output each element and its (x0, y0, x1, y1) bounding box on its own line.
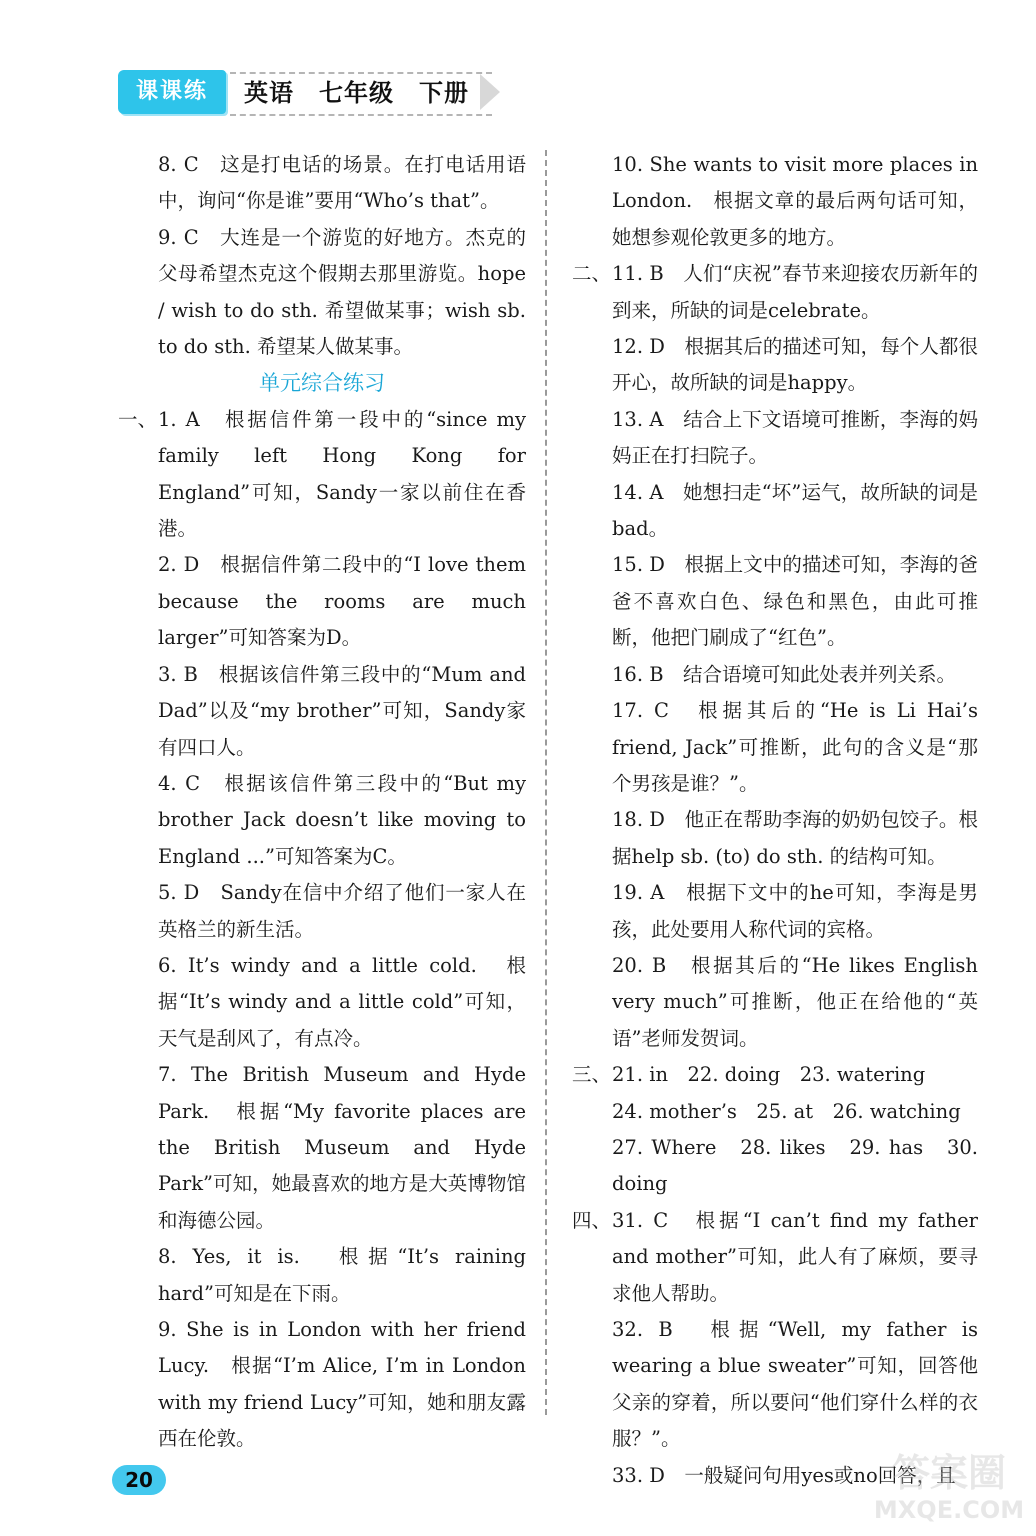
answer-item: 9. She is in London with her friend Lucy. 根据“I’m Alice, I’m in London with my friend Lucy”可知，她和朋友露西在伦敦。 (158, 1318, 526, 1451)
answer-item: 2. D 根据信件第二段中的“I love them because the rooms are much larger”可知答案为D。 (158, 553, 526, 650)
answer-item: 4. C 根据该信件第三段中的“But my brother Jack doesn’t like moving to England ...”可知答案为C。 (158, 771, 526, 868)
series-badge: 课课练 (118, 70, 226, 114)
answer-item: 12. D 根据其后的描述可知，每个人都很开心，故所缺的词是happy。 (612, 335, 978, 395)
answer-item: 10. She wants to visit more places in London. 根据文章的最后两句话可知，她想参观伦敦更多的地方。 (612, 153, 978, 249)
svg-text:MXQE.COM: MXQE.COM (874, 1496, 1024, 1524)
left-column (118, 147, 526, 1458)
answer-item: 二、 11. B 人们“庆祝”春节来迎接农历新年的到来，所缺的词是celebrate。 (572, 256, 978, 329)
answer-item: 18. D 他正在帮助李海的奶奶包饺子。根据help sb. (to) do sth. 的结构可知。 (612, 808, 978, 868)
answer-item: 16. B 结合语境可知此处表并列关系。 (612, 662, 957, 686)
answer-item: 20. B 根据其后的“He likes English very much”可推断，他正在给他的“英语”老师发贺词。 (612, 953, 978, 1050)
answer-item: 5. D Sandy在信中介绍了他们一家人在英格兰的新生活。 (158, 881, 526, 941)
page-header (118, 70, 518, 116)
column-divider (545, 150, 547, 1415)
right-column (572, 147, 978, 1494)
answer-item: 24. mother’s 25. at 26. watching (612, 1099, 961, 1123)
answer-item: 6. It’s windy and a little cold. 根据“It’s windy and a little cold”可知，天气是刮风了，有点冷。 (158, 953, 526, 1050)
answer-item: 7. The British Museum and Hyde Park. 根据“My favorite places are the British Museum and Hyde Park”可知，她最喜欢的地方是大英博物馆和海德公园。 (158, 1063, 526, 1232)
answer-item: 四、 31. C 根据“I can’t find my father and mother”可知，此人有了麻烦，要寻求他人帮助。 (572, 1203, 978, 1312)
answer-item: 3. B 根据该信件第三段中的“Mum and Dad”以及“my brother”可知，Sandy家有四口人。 (158, 662, 526, 759)
page-number: 20 (112, 1465, 166, 1495)
answer-item: 15. D 根据上文中的描述可知，李海的爸爸不喜欢白色、绿色和黑色，由此可推断，他把门刷成了“红色”。 (612, 553, 978, 650)
section-mark: 四、 (572, 1208, 612, 1232)
section-mark: 一、 (118, 407, 158, 431)
answer-item: 9. C 大连是一个游览的好地方。杰克的父母希望杰克这个假期去那里游览。hope / wish to do sth. 希望做某事；wish sb. to do sth. 希望某人做某事。 (158, 225, 526, 359)
answer-item: 三、 21. in 22. doing 23. watering (572, 1057, 978, 1093)
answer-item: 13. A 结合上下文语境可推断，李海的妈妈正在打扫院子。 (612, 407, 978, 468)
answer-item: 27. Where 28. likes 29. has 30. doing (612, 1135, 978, 1196)
answer-item: 32. B 根据“Well, my father is wearing a blue sweater”可知，回答他父亲的穿着，所以要问“他们穿什么样的衣服？”。 (612, 1318, 978, 1451)
section-title: 单元综合练习 (259, 371, 385, 396)
answer-item: 19. A 根据下文中的he可知，李海是男孩，此处要用人称代词的宾格。 (612, 881, 978, 941)
section-mark: 三、 (572, 1063, 612, 1087)
section-mark: 二、 (572, 262, 612, 286)
answer-item: 33. D 一般疑问句用yes或no回答，且 (612, 1463, 956, 1487)
answer-item: 8. C 这是打电话的场景。在打电话用语中，询问“你是谁”要用“Who’s that”。 (158, 153, 526, 213)
answer-item: 14. A 她想扫走“坏”运气，故所缺的词是bad。 (612, 480, 978, 541)
answer-item: 8. Yes, it is. 根据“It’s raining hard”可知是在下雨。 (158, 1245, 526, 1305)
book-title: 英语 七年级 下册 (244, 79, 469, 107)
watermark-logo (874, 1438, 1024, 1528)
svg-text:答案圈: 答案圈 (891, 1451, 1007, 1495)
title-arrow-icon (480, 74, 500, 110)
answer-item: 17. C 根据其后的“He is Li Hai’s friend, Jack”可推断，此句的含义是“那个男孩是谁？”。 (612, 699, 978, 795)
answer-item: 一、 1. A 根据信件第一段中的“since my family left Hong Kong for England”可知，Sandy一家以前住在香港。 (118, 402, 526, 548)
